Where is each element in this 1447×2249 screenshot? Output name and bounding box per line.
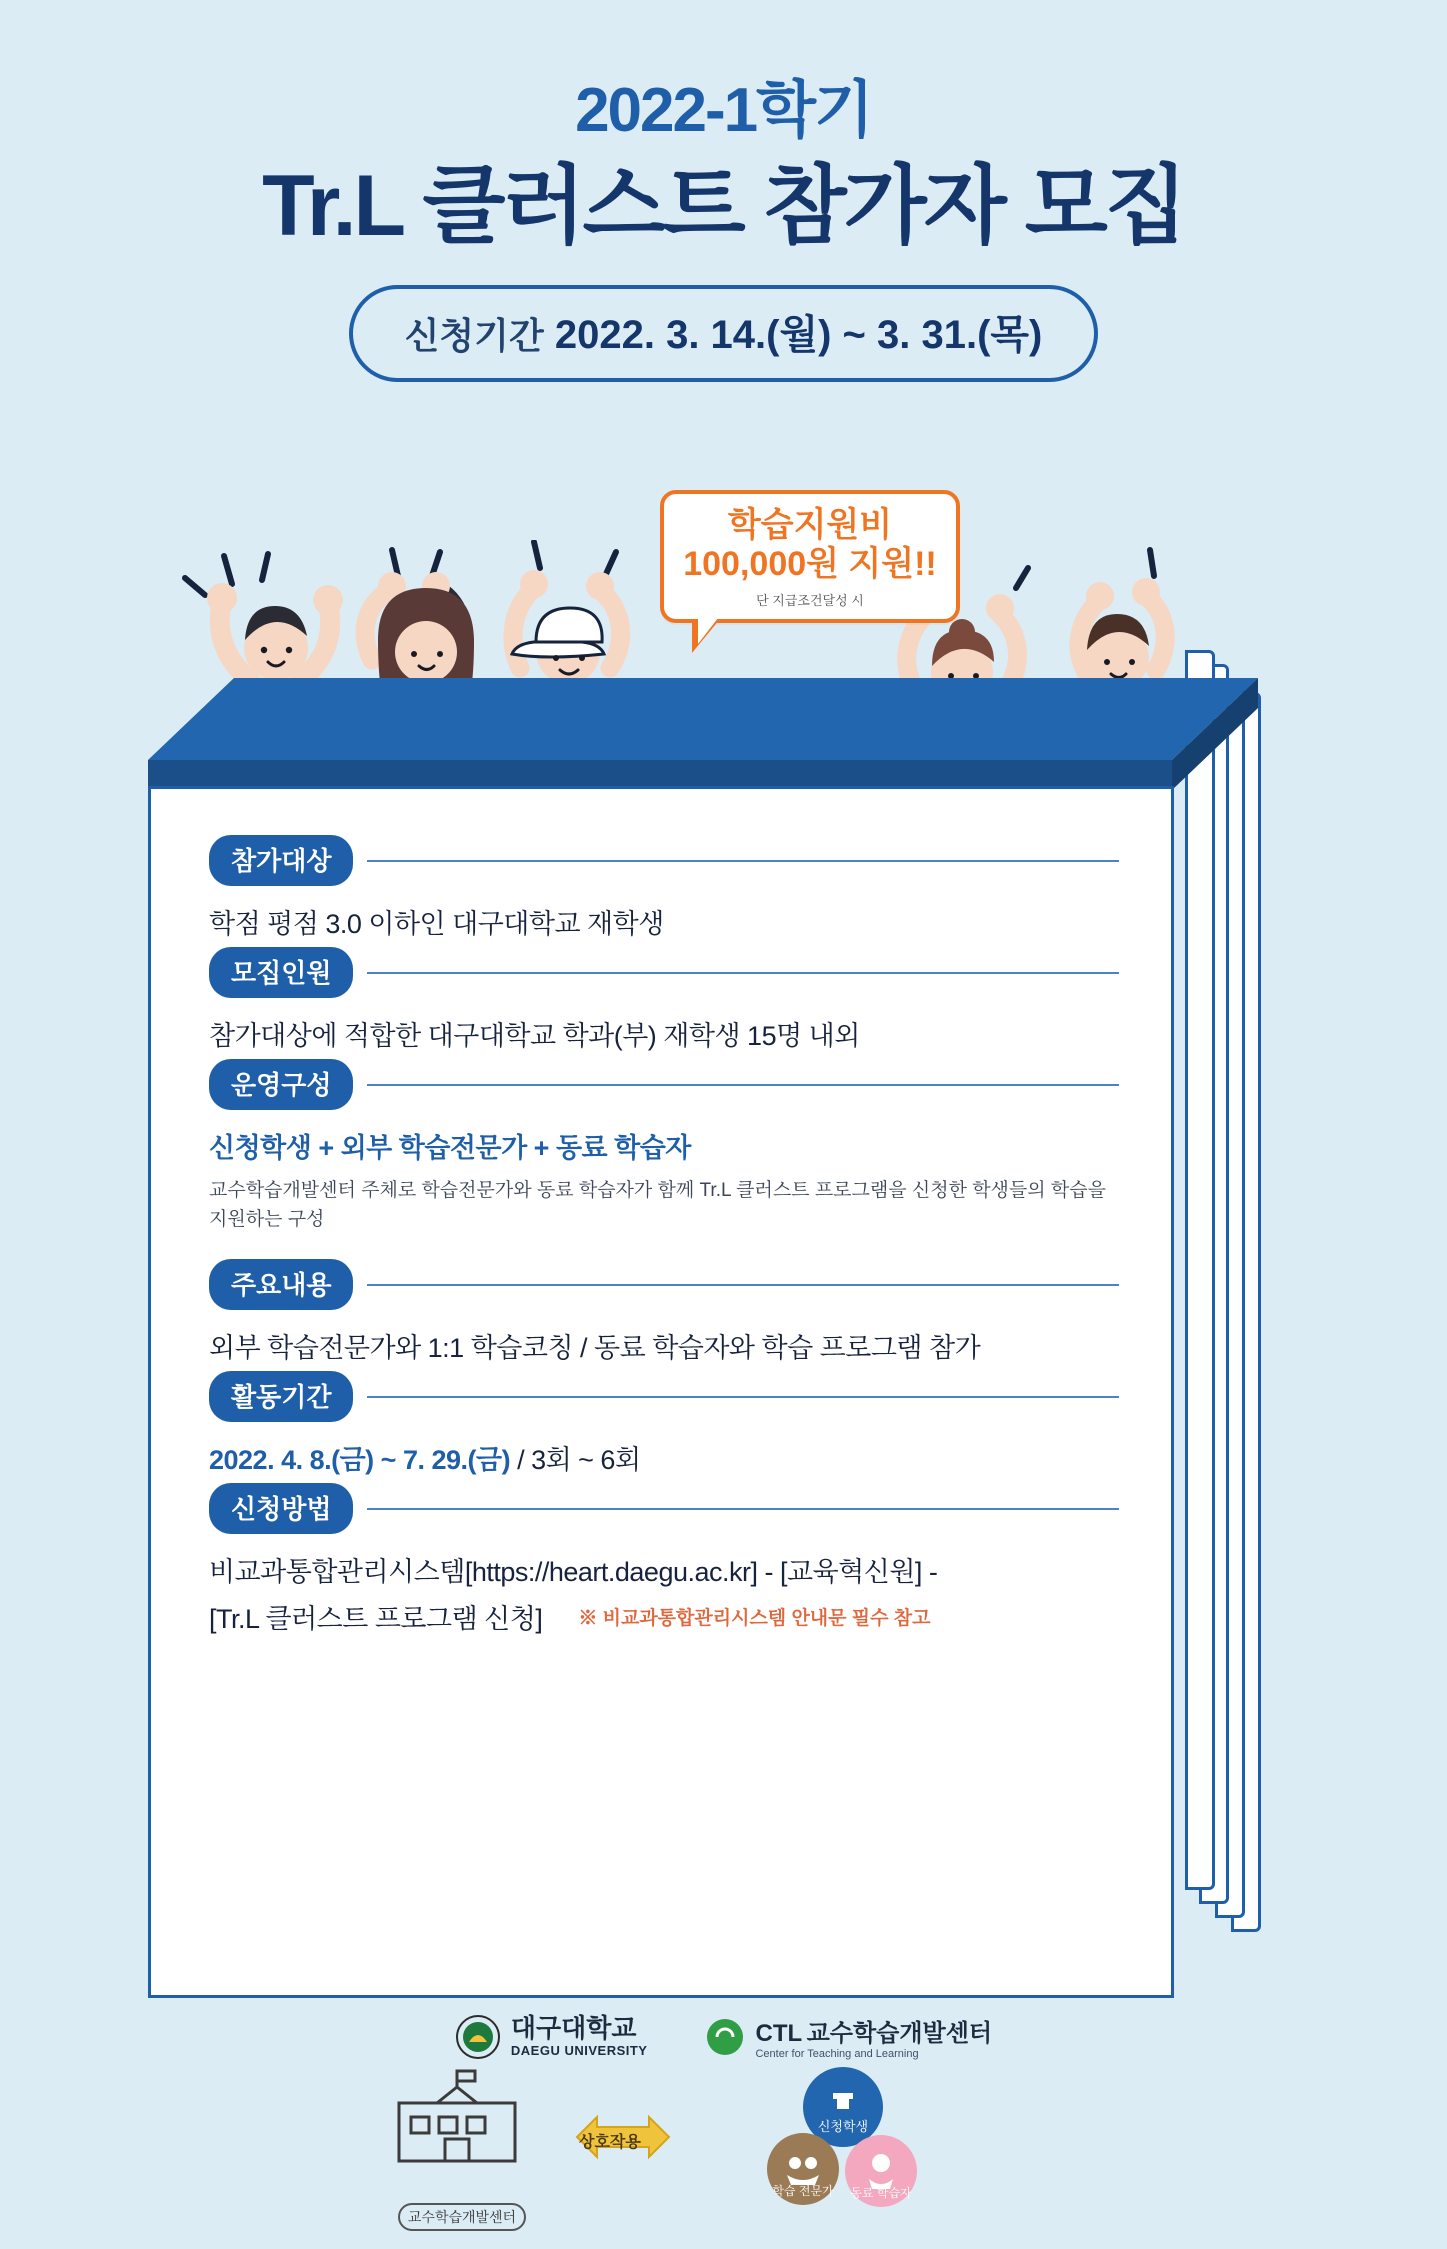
svg-text:신청학생: 신청학생: [817, 2119, 869, 2134]
page-title: Tr.L 클러스트 참가자 모집: [262, 158, 1185, 255]
ctl-logo-icon: [705, 2017, 745, 2057]
apply-period-pill: [349, 285, 1099, 382]
section-capacity: [209, 947, 1119, 1053]
university-name-kr: 대구대학교: [510, 2013, 637, 2044]
howto-line-2: [Tr.L 클러스트 프로그램 신청]: [209, 1604, 543, 1634]
ctl-title-row: [755, 2013, 992, 2048]
howto-line-1: 비교과통합관리시스템[https://heart.daegu.ac.kr] - [교육혁신원] -: [209, 1557, 938, 1587]
section-tag: 주요내용: [209, 1259, 353, 1310]
svg-text:동료 학습자: 동료 학습자: [850, 2186, 912, 2200]
howto-note: ※ 비교과통합관리시스템 안내문 필수 참고: [578, 1608, 931, 1629]
apply-period-row: [0, 285, 1447, 382]
section-structure: [209, 1059, 1119, 1234]
diagram-center-label: 교수학습개발센터: [398, 2203, 526, 2231]
bubble-line-1: 학습지원비: [727, 506, 893, 544]
daegu-university-logo-icon: [455, 2014, 501, 2060]
section-rule: [367, 860, 1119, 862]
section-rule: [367, 1284, 1119, 1286]
ctl-mark: CTL: [755, 2020, 803, 2047]
section-rule: [367, 1084, 1119, 1086]
section-rule: [367, 1508, 1119, 1510]
poster-header: [0, 0, 1447, 382]
diagram-arrow-label: 상호작용: [579, 2134, 641, 2151]
ctl-name-kr: 교수학습개발센터: [806, 2020, 993, 2047]
section-target: [209, 835, 1119, 941]
period-suffix: / 3회 ~ 6회: [510, 1445, 641, 1475]
structure-diagram: [381, 2059, 1021, 2244]
section-rule: [367, 972, 1119, 974]
section-content: [209, 1259, 1119, 1365]
section-body: 외부 학습전문가와 1:1 학습코칭 / 동료 학습자와 학습 프로그램 참가: [209, 1333, 981, 1363]
section-body: 학점 평점 3.0 이하인 대구대학교 재학생: [209, 909, 664, 939]
bubble-line-2: 100,000원 지원!!: [683, 545, 937, 584]
section-tag: 운영구성: [209, 1059, 353, 1110]
ctl-name-en: Center for Teaching and Learning: [755, 2048, 919, 2060]
section-body: [209, 1438, 1119, 1477]
section-body: 참가대상에 적합한 대구대학교 학과(부) 재학생 15명 내외: [209, 1021, 860, 1051]
structure-description: 교수학습개발센터 주체로 학습전문가와 동료 학습자가 함께 Tr.L 클러스트 프로그램을 신청한 학생들의 학습을 지원하는 구성: [209, 1180, 1106, 1230]
footer-ctl: [705, 2013, 992, 2060]
section-tag: 참가대상: [209, 835, 353, 886]
semester-label: 2022-1학기: [575, 76, 872, 145]
bubble-note: 단 지급조건달성 시: [756, 593, 864, 609]
section-tag: 활동기간: [209, 1371, 353, 1422]
svg-text:학습 전문가: 학습 전문가: [772, 2184, 834, 2198]
period-date: 2022. 4. 8.(금) ~ 7. 29.(금): [209, 1445, 511, 1475]
section-rule: [367, 1396, 1119, 1398]
section-tag: 모집인원: [209, 947, 353, 998]
book-cover: [148, 650, 1246, 790]
apply-period-value: 2022. 3. 14.(월) ~ 3. 31.(목): [554, 313, 1043, 358]
structure-highlight: 신청학생 + 외부 학습전문가 + 동료 학습자: [209, 1133, 691, 1163]
university-name-en: DAEGU UNIVERSITY: [510, 2042, 648, 2058]
apply-period-label: 신청기간: [404, 315, 544, 357]
section-tag: 신청방법: [209, 1483, 353, 1534]
section-howto: [209, 1483, 1119, 1636]
support-bubble: [660, 490, 960, 623]
section-period: [209, 1371, 1119, 1477]
footer: [0, 2013, 1447, 2060]
footer-university: [455, 2014, 648, 2060]
